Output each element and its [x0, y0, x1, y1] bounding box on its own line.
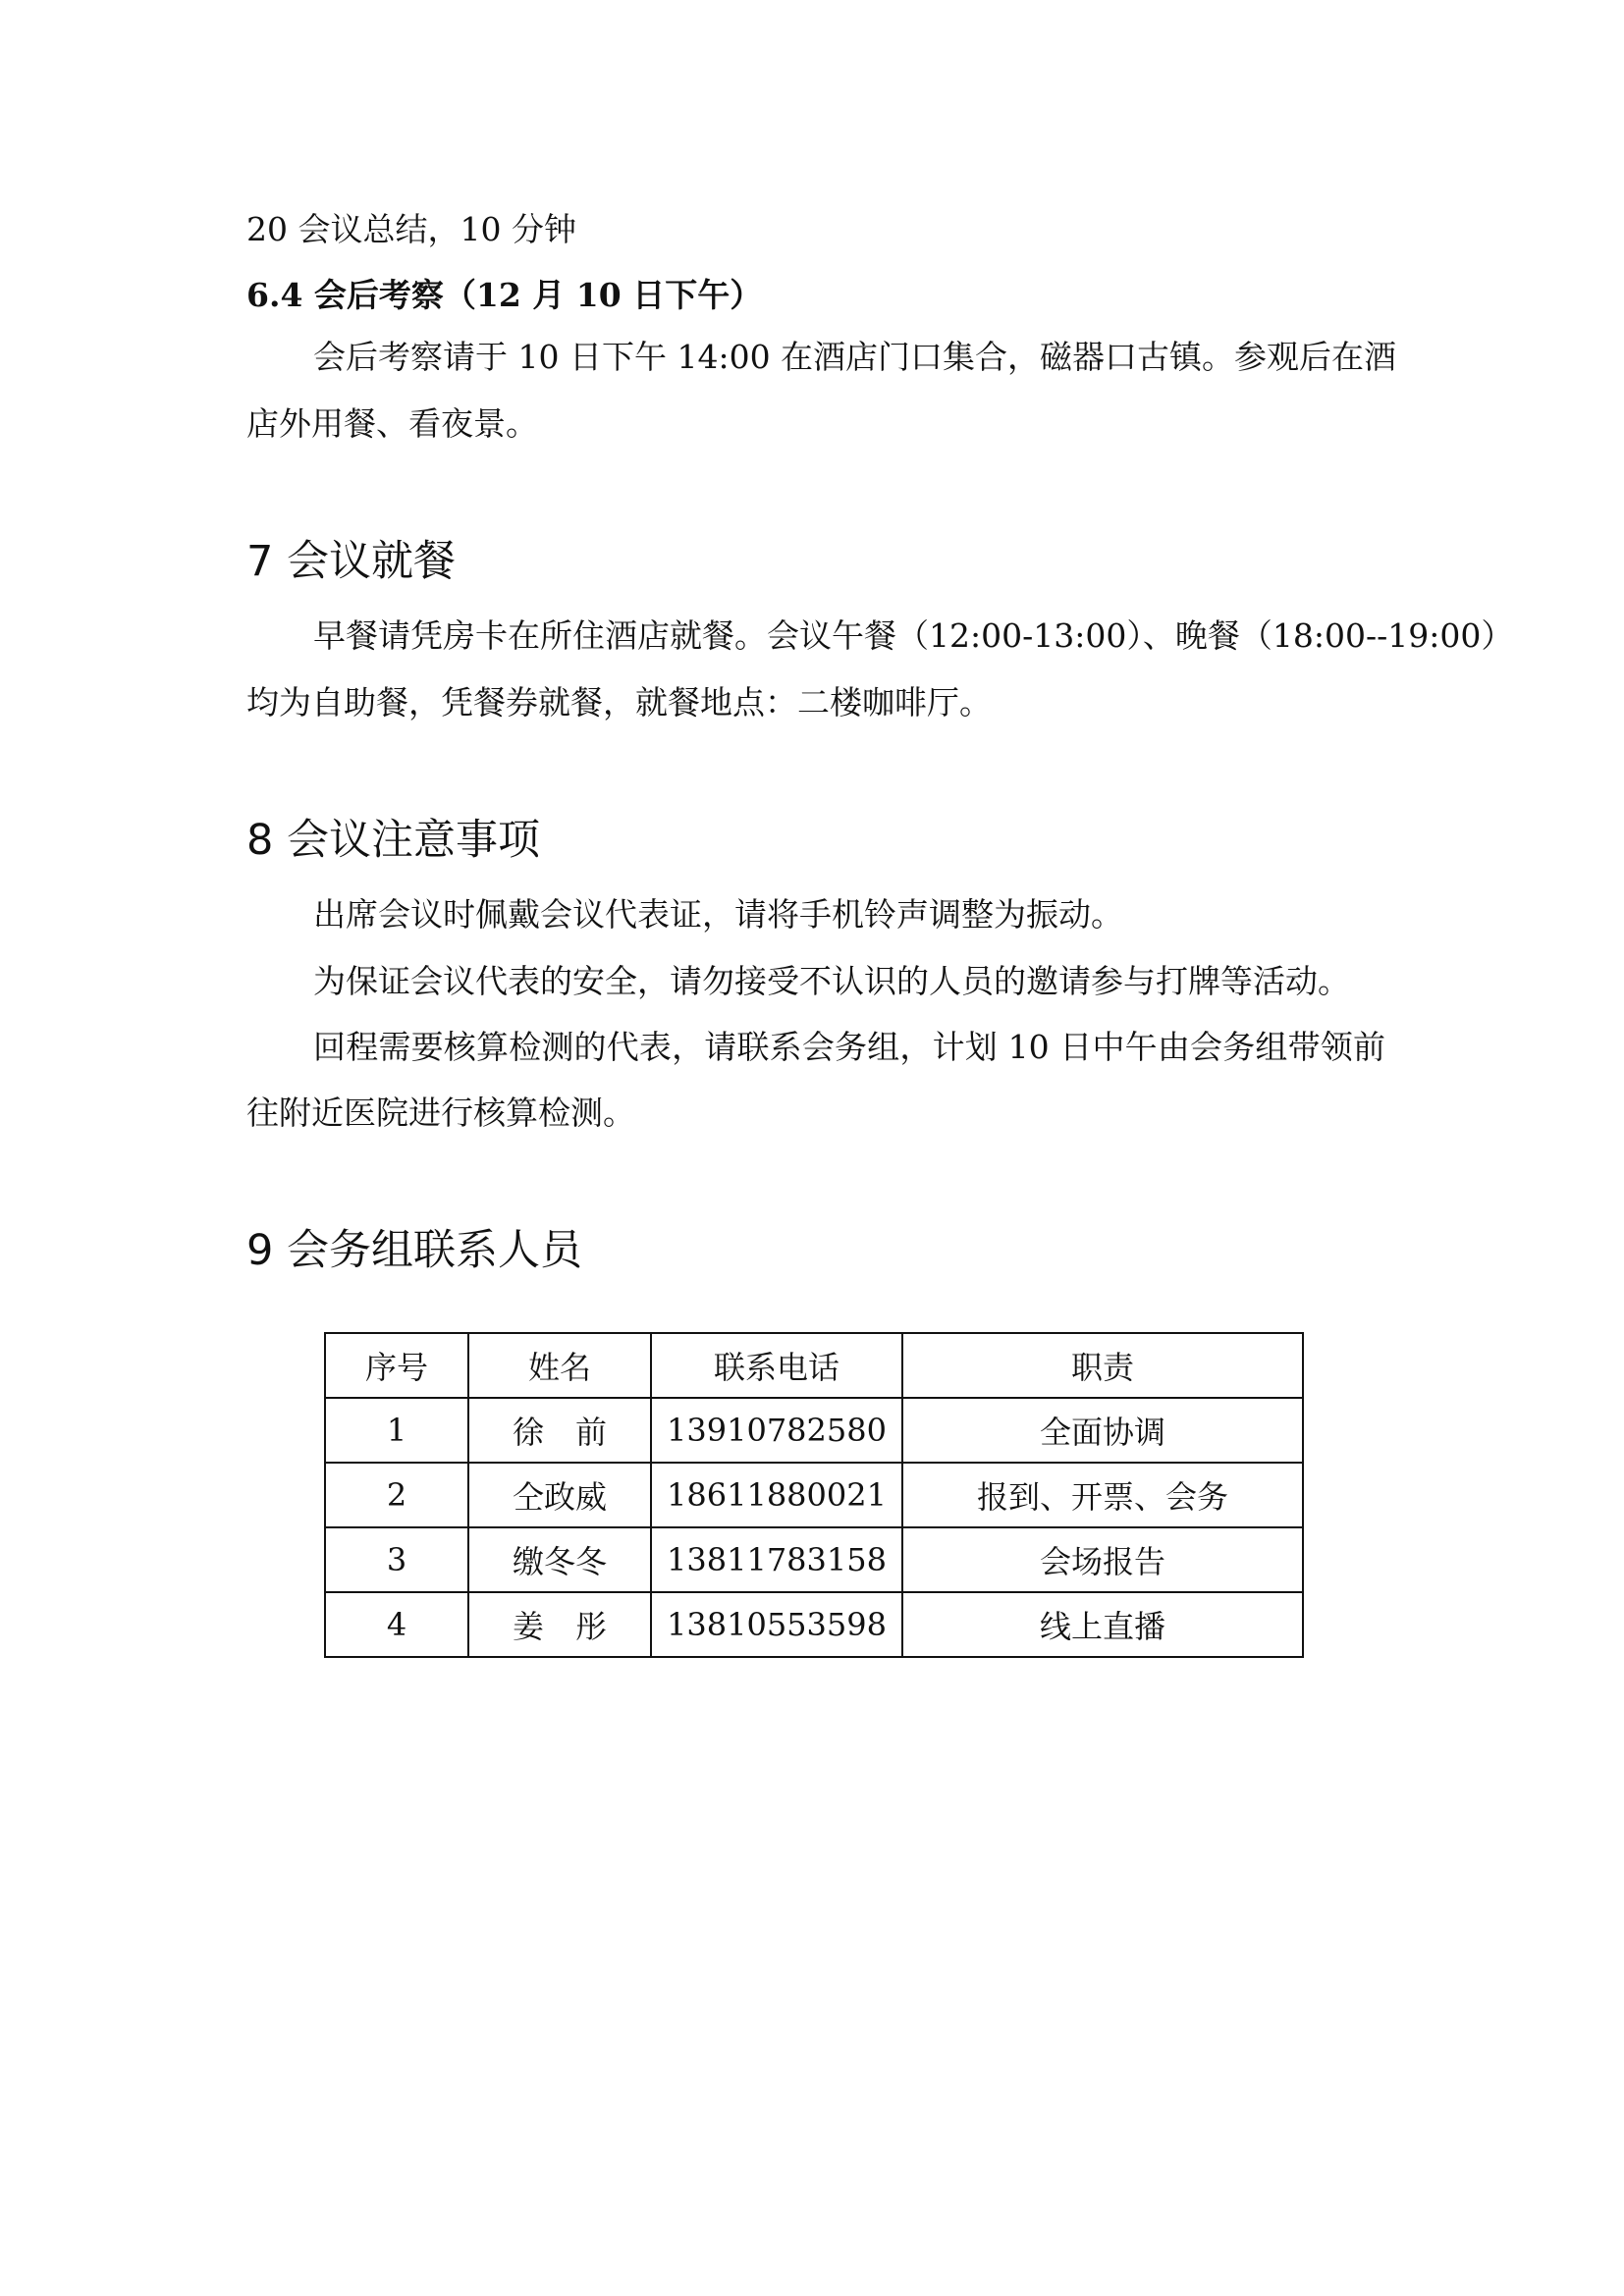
table-row [325, 1398, 1303, 1463]
table-row [325, 1592, 1303, 1657]
table-header-row [325, 1333, 1303, 1398]
cell-index: 4 [325, 1592, 468, 1657]
section-heading-8: 8 会议注意事项 [246, 816, 541, 865]
cell-index: 3 [325, 1527, 468, 1592]
header-index: 序号 [325, 1333, 468, 1398]
cell-name: 徐 前 [468, 1398, 651, 1463]
dining-paragraph-line2: 均为自助餐，凭餐券就餐，就餐地点：二楼咖啡厅。 [246, 683, 992, 721]
section-heading-9: 9 会务组联系人员 [246, 1226, 583, 1275]
header-phone: 联系电话 [651, 1333, 902, 1398]
cell-phone: 13811783158 [651, 1527, 902, 1592]
notice-line-1: 出席会议时佩戴会议代表证，请将手机铃声调整为振动。 [313, 895, 1123, 934]
subsection-heading-6-4: 6.4 会后考察（12 月 10 日下午） [246, 276, 763, 314]
contacts-table [324, 1332, 1304, 1658]
cell-duty: 报到、开票、会务 [902, 1463, 1303, 1527]
excursion-paragraph-line2: 店外用餐、看夜景。 [246, 404, 538, 443]
section-heading-7: 7 会议就餐 [246, 537, 457, 586]
cell-duty: 线上直播 [902, 1592, 1303, 1657]
header-name: 姓名 [468, 1333, 651, 1398]
cell-phone: 18611880021 [651, 1463, 902, 1527]
notice-line-3b: 往附近医院进行核算检测。 [246, 1094, 635, 1132]
excursion-paragraph-line1: 会后考察请于 10 日下午 14:00 在酒店门口集合，磁器口古镇。参观后在酒 [313, 338, 1397, 376]
table-row [325, 1527, 1303, 1592]
cell-name: 缴冬冬 [468, 1527, 651, 1592]
cell-phone: 13910782580 [651, 1398, 902, 1463]
cell-phone: 13810553598 [651, 1592, 902, 1657]
cell-name: 姜 彤 [468, 1592, 651, 1657]
notice-line-3a: 回程需要核算检测的代表，请联系会务组，计划 10 日中午由会务组带领前 [313, 1028, 1385, 1066]
header-duty: 职责 [902, 1333, 1303, 1398]
cell-duty: 全面协调 [902, 1398, 1303, 1463]
table-row [325, 1463, 1303, 1527]
cell-index: 1 [325, 1398, 468, 1463]
dining-paragraph-line1: 早餐请凭房卡在所住酒店就餐。会议午餐（12:00-13:00）、晚餐（18:00--19:00） [313, 616, 1514, 655]
agenda-item-20: 20 会议总结，10 分钟 [246, 210, 576, 248]
cell-index: 2 [325, 1463, 468, 1527]
cell-name: 仝政威 [468, 1463, 651, 1527]
cell-duty: 会场报告 [902, 1527, 1303, 1592]
notice-line-2: 为保证会议代表的安全，请勿接受不认识的人员的邀请参与打牌等活动。 [313, 962, 1350, 1000]
